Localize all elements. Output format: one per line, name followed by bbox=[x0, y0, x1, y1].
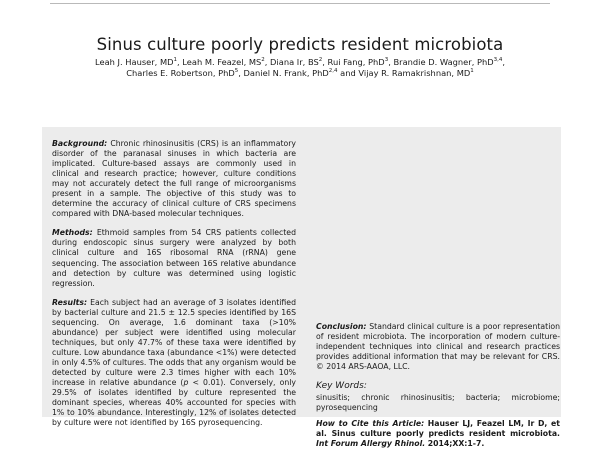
conclusion-text: Standard clinical culture is a poor representation of resident microbiota. The incorporation of modern culture-independent techniques into clinical and research practices provides additional information that may be relevant for CRS. © 2014 ARS-AAOA, LLC. bbox=[316, 322, 560, 372]
results-p-symbol: p bbox=[183, 378, 189, 388]
author-name: Leah M. Feazel, MS bbox=[182, 57, 262, 67]
author-affiliation: 3 bbox=[384, 57, 389, 64]
methods-paragraph bbox=[52, 228, 296, 288]
author-line-2: Charles E. Robertson, PhD$^5$, Daniel N. Frank, PhD$^{2,4}$ and Vijay R. Ramakrishnan, $MD^1$ bbox=[126, 68, 474, 78]
background-text: Chronic rhinosinusitis (CRS) is an inflammatory disorder of the paranasal sinuses in which bacteria are implicated. Culture-based assays are commonly used in clinical and research practice; however, culture conditions may not accurately detect the full range of microorganisms present in a sample. The objective of this study was to determine the accuracy of clinical culture of CRS specimens compared with DNA-based molecular techniques. bbox=[52, 139, 297, 219]
citation-label: How to Cite this Article: bbox=[316, 419, 425, 429]
abstract-left-column bbox=[52, 139, 296, 437]
results-text-2: < 0.01). Conversely, only 29.5% of isolates identified by culture represented the dominant species, whereas 40% accounted for species with 1% to 10% abundance. Interestingly, 12% of isolates detected by culture were not identified by 16S pyrosequencing. bbox=[52, 378, 296, 428]
results-paragraph bbox=[52, 298, 296, 429]
background-paragraph bbox=[52, 139, 296, 219]
author-name: Diana Ir, BS bbox=[270, 57, 319, 67]
author-name: Rui Fang, PhD bbox=[327, 57, 385, 67]
abstract-right-column bbox=[316, 139, 560, 459]
author-affiliation: 1 bbox=[173, 57, 178, 64]
author-affiliation: 2 bbox=[261, 57, 265, 64]
author-name: Vijay R. Ramakrishnan, MD bbox=[358, 68, 471, 78]
citation-text: Hauser LJ, Feazel LM, Ir D, et al. Sinus culture poorly predicts resident microbiota. bbox=[316, 419, 560, 439]
author-affiliation: 5 bbox=[234, 68, 239, 75]
author-affiliation: 1 bbox=[470, 68, 474, 75]
paper-title: Sinus culture poorly predicts resident microbiota bbox=[96, 35, 504, 54]
author-name: Leah J. Hauser, MD bbox=[94, 57, 174, 67]
methods-label: Methods: bbox=[52, 228, 93, 238]
author-name: Daniel N. Frank, PhD bbox=[243, 68, 329, 78]
conclusion-label: Conclusion: bbox=[316, 322, 367, 331]
author-list bbox=[60, 57, 540, 79]
author-affiliation: 2,4 bbox=[328, 68, 338, 75]
keywords-text: sinusitis; chronic rhinosinusitis; bacteria; microbiome; pyrosequencing bbox=[316, 393, 560, 413]
citation-journal: Int Forum Allergy Rhinol. bbox=[316, 439, 426, 449]
top-rule bbox=[50, 3, 550, 4]
conclusion-paragraph bbox=[316, 322, 560, 372]
results-text: Each subject had an average of 3 isolates identified by bacterial culture and 21.5 ± 12.5 species identified by 16S sequencing. On average, 1.6 dominant taxa (>10% abundance) per subject were identified using molecular techniques, but only 47.7% of these taxa were identified by culture. Low abundance taxa (abundance <1%) were detected in only 4.5% of cultures. The odds that any organism would be detected by culture were 2.3 times higher with each 10% increase in relative abundance ( bbox=[52, 297, 296, 388]
results-label: Results: bbox=[52, 297, 88, 307]
citation-paragraph bbox=[316, 419, 560, 449]
background-label: Background: bbox=[52, 139, 108, 148]
author-affiliation: 2 bbox=[318, 57, 323, 64]
author-affiliation: 3,4 bbox=[493, 57, 503, 64]
results-continued-spacer bbox=[316, 139, 560, 322]
citation-tail: 2014;XX:1-7. bbox=[427, 439, 485, 449]
author-and: and bbox=[337, 68, 359, 78]
author-name: Brandie D. Wagner, PhD bbox=[393, 57, 494, 67]
methods-text: Ethmoid samples from 54 CRS patients collected during endoscopic sinus surgery were analyzed by both clinical culture and 16S ribosomal RNA (rRNA) gene sequencing. The association between 16S relative abundance and detection by culture was determined using logistic regression. bbox=[52, 228, 296, 288]
author-name: Charles E. Robertson, PhD bbox=[126, 68, 235, 78]
keywords-heading: Key Words: bbox=[316, 381, 367, 392]
author-line-1: Leah J. Hauser, $MD^1$, Leah M. Feazel, $MS^2$, Diana Ir, $BS^2$, Rui Fang, PhD$^3$, Brandie D. Wagner, PhD$^{3,4}$, bbox=[94, 57, 506, 67]
